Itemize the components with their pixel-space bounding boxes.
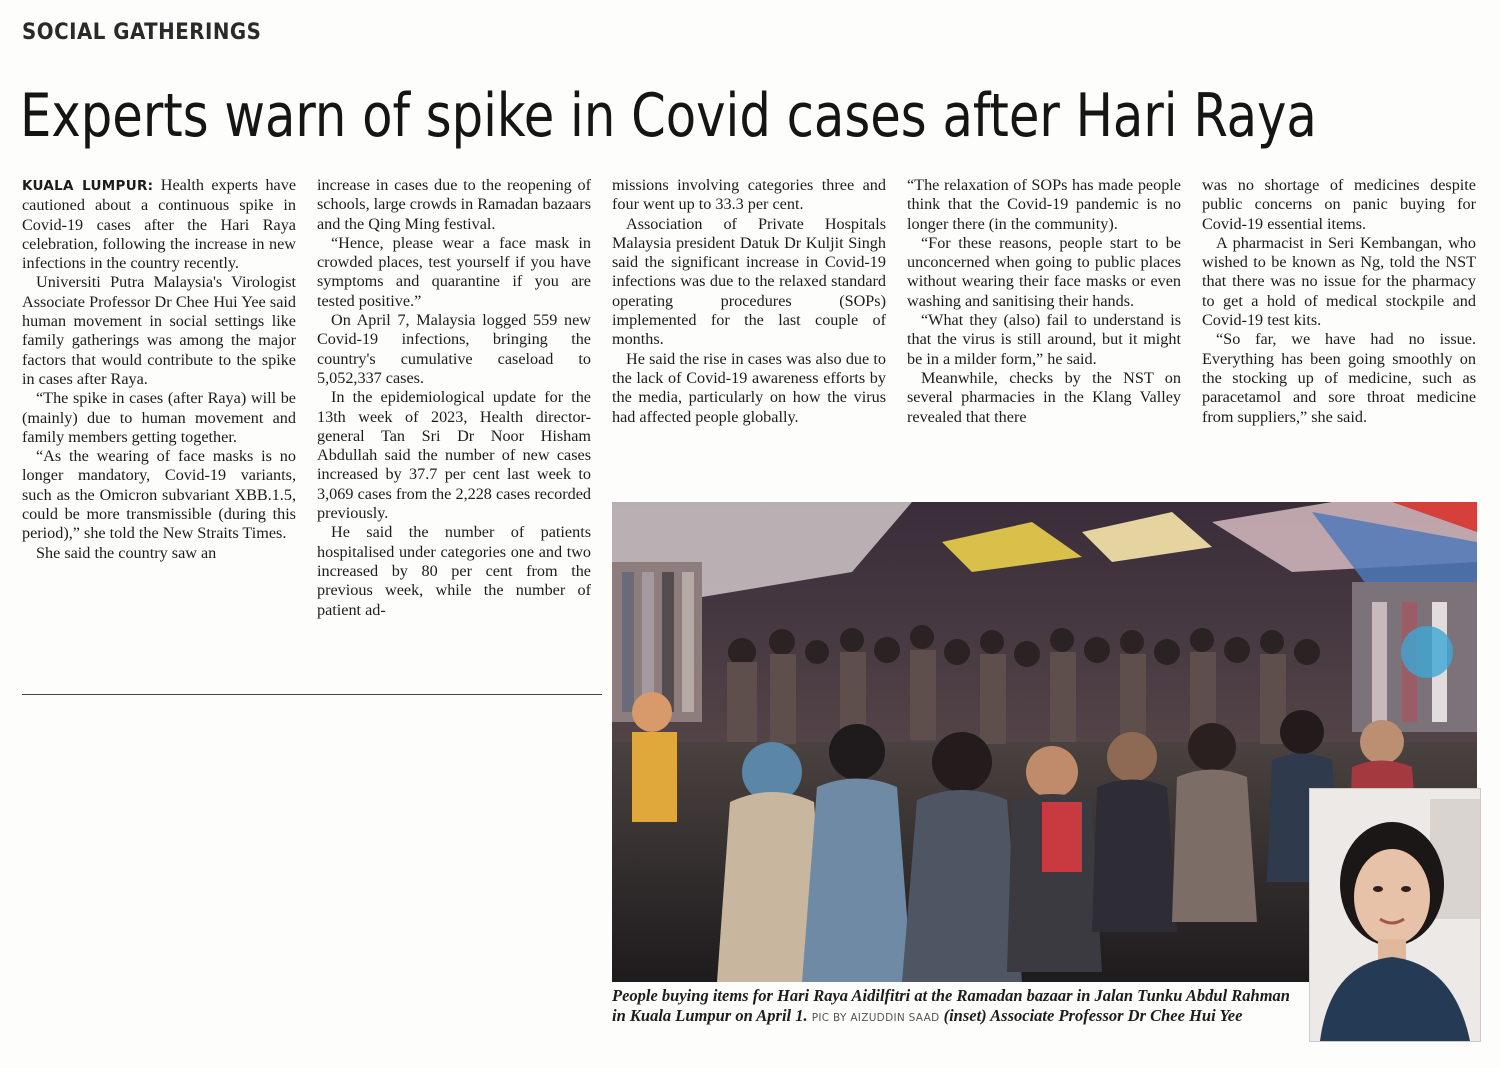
photo-caption [612, 986, 1302, 1028]
paragraph: missions involving categories three and four went up to 33.3 per cent. [612, 176, 886, 214]
paragraph: A pharmacist in Seri Kembangan, who wished to be known as Ng, told the NST that there was no issue for the pharmacy to get a hold of medical stockpile and Covid-19 test kits. [1202, 233, 1476, 330]
paragraph: was no shortage of medicines despite public concerns on panic buying for Covid-19 essential items. [1202, 176, 1476, 233]
paragraph: “The relaxation of SOPs has made people think that the Covid-19 pandemic is no longer there (in the community). [907, 176, 1181, 233]
paragraph: Universiti Putra Malaysia's Virologist Associate Professor Dr Chee Hui Yee said human movement in social settings like family gatherings was among the major factors that would contribute to the spike in cases after Raya. [22, 273, 296, 388]
paragraph: “What they (also) fail to understand is that the virus is still around, but it might be in a milder form,” he said. [907, 311, 1181, 368]
paragraph: She said the country saw an [36, 543, 217, 562]
paragraph: “Hence, please wear a face mask in crowded places, test yourself if you have symptoms and quarantine if you are tested positive.” [317, 233, 591, 310]
section-kicker: SOCIAL GATHERINGS [22, 20, 262, 45]
paragraph: He said the rise in cases was also due to the lack of Covid-19 awareness efforts by the media, particularly on how the virus had affected people globally. [612, 349, 886, 426]
article-column-1 [22, 176, 296, 563]
paragraph-text: Health experts have cautioned about a continuous spike in Covid-19 cases after the Hari Raya celebration, following the increase in new infections in the country recently. [22, 176, 297, 273]
headline: Experts warn of spike in Covid cases after Hari Raya [20, 81, 1317, 151]
photo-credit: PIC BY AIZUDDIN SAAD [811, 1011, 940, 1024]
paragraph: “So far, we have had no issue. Everything has been going smoothly on the stocking up of medicine, such as paracetamol and sore throat medicine from suppliers,” she said. [1202, 330, 1476, 426]
caption-text: People buying items for Hari Raya Aidilfitri at the Ramadan bazaar in Jalan Tunku Abdul Rahman in Kuala Lumpur on April 1. [612, 986, 1290, 1025]
paragraph: “The spike in cases (after Raya) will be (mainly) due to human movement and family members getting together. [22, 389, 296, 446]
article-column-5 [1202, 176, 1476, 427]
article-column-4 [907, 176, 1181, 427]
paragraph: Association of Private Hospitals Malaysia president Datuk Dr Kuljit Singh said the significant increase in Covid-19 infections was due to the relaxed standard operating procedures (SOPs) implemented for the last couple of months. [612, 214, 886, 349]
paragraph: On April 7, Malaysia logged 559 new Covid-19 infections, bringing the country's cumulative caseload to 5,052,337 cases. [317, 311, 591, 387]
article-column-3 [612, 176, 886, 427]
column-end-rule [22, 694, 602, 695]
paragraph: increase in cases due to the reopening of schools, large crowds in Ramadan bazaars and the Qing Ming festival. [317, 176, 591, 233]
caption-inset-text: (inset) Associate Professor Dr Chee Hui Yee [943, 1005, 1243, 1025]
paragraph: In the epidemiological update for the 13th week of 2023, Health director-general Tan Sri Dr Noor Hisham Abdullah said the number of new cases increased by 37.7 per cent last week to 3,069 cases from the 2,228 cases recorded previously. [317, 388, 591, 523]
inset-portrait-photo [1309, 788, 1481, 1042]
paragraph: “For these reasons, people start to be unconcerned when going to public places without wearing their face masks or even washing and sanitising their hands. [907, 233, 1181, 310]
paragraph: “As the wearing of face masks is no longer mandatory, Covid-19 variants, such as the Omicron subvariant XBB.1.5, could be more transmissible (during this period),” she told the New Straits Times. [22, 447, 296, 543]
paragraph [22, 176, 296, 273]
dateline: KUALA LUMPUR: [22, 178, 154, 194]
paragraph: He said the number of patients hospitalised under categories one and two increased by 80 per cent from the previous week, while the number of patient ad- [317, 523, 591, 619]
article-column-2 [317, 176, 591, 620]
paragraph: Meanwhile, checks by the NST on several pharmacies in the Klang Valley revealed that there [907, 368, 1181, 426]
